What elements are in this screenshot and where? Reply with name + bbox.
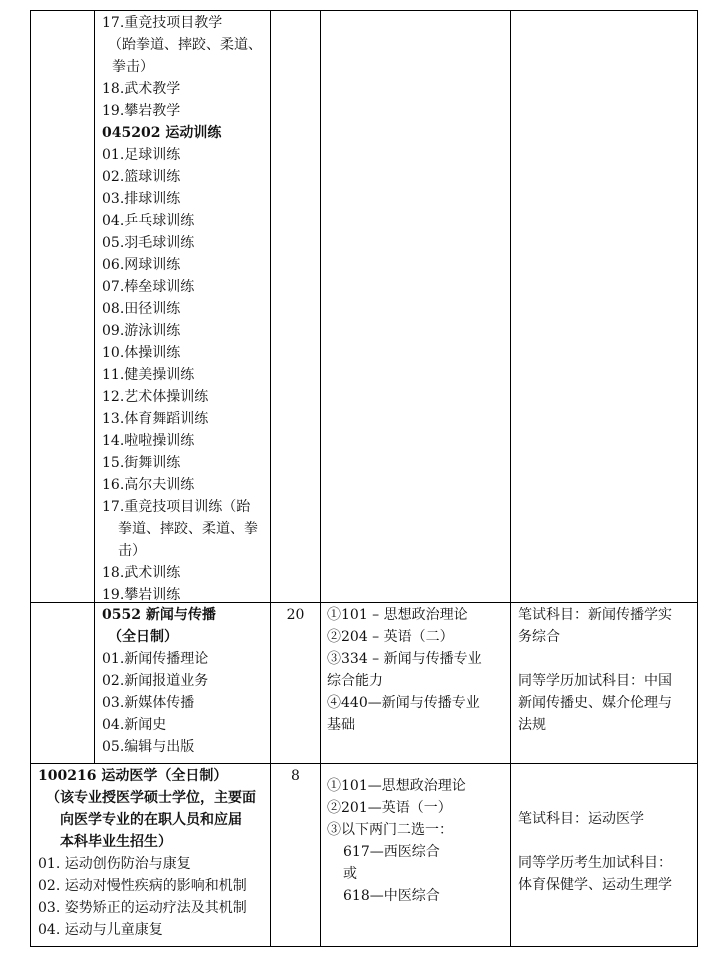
column-divider-3 bbox=[510, 10, 511, 947]
list-item: 04.乒乓球训练 bbox=[102, 213, 195, 229]
major-heading: 100216 运动医学（全日制） bbox=[38, 768, 228, 784]
table-border-right bbox=[697, 10, 698, 947]
list-item: 05.编辑与出版 bbox=[102, 739, 195, 755]
list-item: 04. 运动与儿童康复 bbox=[38, 922, 163, 938]
list-item: 10.体操训练 bbox=[102, 345, 181, 361]
list-item: 13.体育舞蹈训练 bbox=[102, 411, 209, 427]
list-item: 18.武术教学 bbox=[102, 81, 181, 97]
list-item: 14.啦啦操训练 bbox=[102, 433, 195, 449]
list-item: 11.健美操训练 bbox=[102, 367, 195, 383]
row-divider-2 bbox=[30, 763, 697, 764]
row2-notes bbox=[518, 604, 672, 736]
list-item: 03.排球训练 bbox=[102, 191, 181, 207]
note-line: 同等学历考生加试科目： bbox=[518, 855, 672, 871]
list-item: 07.棒垒球训练 bbox=[102, 279, 195, 295]
list-item: 05.羽毛球训练 bbox=[102, 235, 195, 251]
note-line bbox=[518, 648, 672, 670]
table-border-top bbox=[30, 10, 697, 11]
list-item: 01.足球训练 bbox=[102, 147, 181, 163]
note-line: 笔试科目：新闻传播学实 bbox=[518, 607, 672, 623]
exam-item: ①101—思想政治理论 bbox=[327, 778, 466, 794]
list-item: 拳击） bbox=[112, 59, 154, 75]
list-item: （跆拳道、摔跤、柔道、 bbox=[108, 37, 262, 53]
major-heading: 0552 新闻与传播 bbox=[102, 607, 216, 623]
exam-item: 或 bbox=[343, 866, 357, 882]
row2-quota: 20 bbox=[286, 607, 305, 623]
list-item: 击） bbox=[118, 543, 146, 559]
row1-direction-list bbox=[102, 12, 262, 606]
list-item: 19.攀岩训练 bbox=[102, 587, 181, 603]
list-item: 02.新闻报道业务 bbox=[102, 673, 209, 689]
exam-item: ①101 – 思想政治理论 bbox=[327, 607, 468, 623]
remark-line: （该专业授医学硕士学位，主要面 bbox=[46, 790, 256, 806]
exam-item: 618—中医综合 bbox=[343, 888, 440, 904]
exam-item: ②201—英语（一） bbox=[327, 800, 452, 816]
list-item: 04.新闻史 bbox=[102, 717, 167, 733]
inner-divider-left bbox=[94, 10, 95, 763]
note-line: 笔试科目：运动医学 bbox=[518, 811, 644, 827]
table-border-bottom bbox=[30, 946, 697, 947]
list-item: 17.重竞技项目教学 bbox=[102, 15, 223, 31]
exam-item: ②204 – 英语（二） bbox=[327, 629, 454, 645]
list-item: 12.艺术体操训练 bbox=[102, 389, 209, 405]
row3-notes bbox=[518, 808, 672, 896]
list-item: 17.重竞技项目训练（跆 bbox=[102, 499, 251, 515]
major-heading: 045202 运动训练 bbox=[102, 125, 222, 141]
remark-line: 本科毕业生招生） bbox=[60, 834, 172, 850]
list-item: 06.网球训练 bbox=[102, 257, 181, 273]
list-item: 02. 运动对慢性疾病的影响和机制 bbox=[38, 878, 247, 894]
list-item: 09.游泳训练 bbox=[102, 323, 181, 339]
study-mode: （全日制） bbox=[108, 629, 178, 645]
remark-line: 向医学专业的在职人员和应届 bbox=[60, 812, 242, 828]
list-item: 01. 运动创伤防治与康复 bbox=[38, 856, 191, 872]
exam-item: 综合能力 bbox=[327, 673, 383, 689]
note-line: 新闻传播史、媒介伦理与 bbox=[518, 695, 672, 711]
exam-item: ③334 – 新闻与传播专业 bbox=[327, 651, 482, 667]
list-item: 15.街舞训练 bbox=[102, 455, 181, 471]
list-item: 03.新媒体传播 bbox=[102, 695, 195, 711]
list-item: 16.高尔夫训练 bbox=[102, 477, 195, 493]
note-line: 同等学历加试科目：中国 bbox=[518, 673, 672, 689]
exam-item: 基础 bbox=[327, 717, 355, 733]
list-item: 19.攀岩教学 bbox=[102, 103, 181, 119]
column-divider-2 bbox=[320, 10, 321, 947]
list-item: 拳道、摔跤、柔道、拳 bbox=[118, 521, 258, 537]
exam-item: 617—西医综合 bbox=[343, 844, 440, 860]
row3-major-cell bbox=[38, 765, 256, 941]
list-item: 18.武术训练 bbox=[102, 565, 181, 581]
list-item: 03. 姿势矫正的运动疗法及其机制 bbox=[38, 900, 247, 916]
list-item: 01.新闻传播理论 bbox=[102, 651, 209, 667]
exam-item: ④440—新闻与传播专业 bbox=[327, 695, 480, 711]
row3-exam-subjects bbox=[327, 775, 466, 907]
note-line: 法规 bbox=[518, 717, 546, 733]
list-item: 02.篮球训练 bbox=[102, 169, 181, 185]
row2-major-cell bbox=[102, 604, 216, 758]
note-line: 务综合 bbox=[518, 629, 560, 645]
note-line bbox=[518, 830, 672, 852]
row3-quota: 8 bbox=[291, 768, 300, 784]
row2-exam-subjects bbox=[327, 604, 482, 736]
exam-item: ③以下两门二选一： bbox=[327, 822, 453, 838]
table-border-left bbox=[30, 10, 31, 947]
column-divider-1 bbox=[270, 10, 271, 947]
note-line: 体育保健学、运动生理学 bbox=[518, 877, 672, 893]
list-item: 08.田径训练 bbox=[102, 301, 181, 317]
